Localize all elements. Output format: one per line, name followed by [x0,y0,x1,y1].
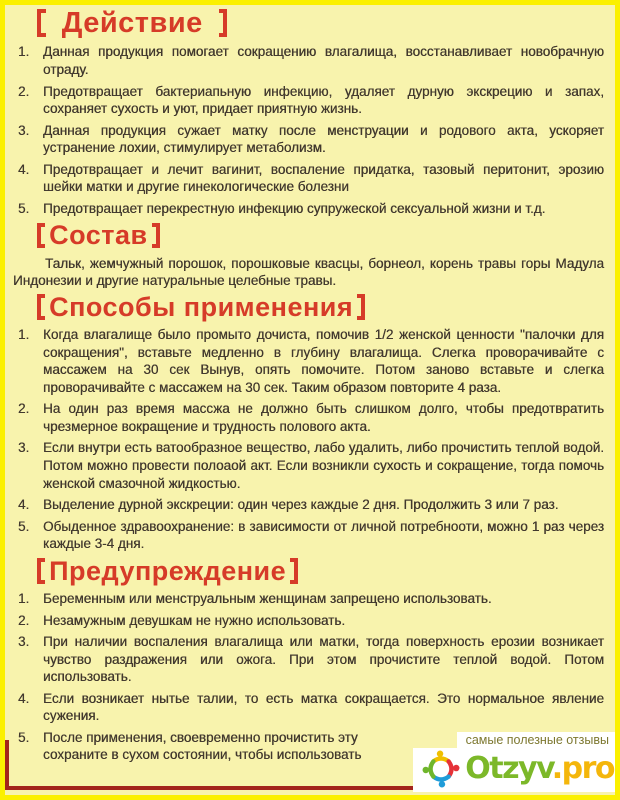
photo-edge-left [5,740,9,788]
list-item [13,439,604,492]
item-text: Обыденное здравоохранение: в зависимости от личной потребнооти, можно 1 раз через каждые 3-4 дня. [43,518,604,552]
section-action-title [37,8,604,38]
otzyv-people-logo-icon [420,749,462,789]
item-number: 3. [18,440,30,456]
bracket-open-icon [37,9,46,37]
section-composition [13,221,604,289]
list-item [13,43,604,78]
section-title-text: Предупреждение [49,555,287,586]
section-usage [13,293,604,553]
item-number: 2. [18,83,30,99]
bracket-open-icon [37,223,45,249]
section-composition-title [37,221,604,249]
item-text: Если возникает нытье талии, то есть матка сокращается. Это нормальное явление сужения. [43,690,604,724]
item-text: Когда влагалище было промыто дочиста, помочив 1/2 женской ценности "палочки для сокращения", вставьте медленно в глубину влагалища. Слегка проворачивайте с массажем на 30 сек Вынув, опять помочите. Потом заново вставьте и слегка проворачивайте с массажем на 30 сек. Таким образом повторите 4 раза. [43,327,604,395]
brand-green-part: Otzyv [465,751,552,786]
item-number: 4. [18,161,30,177]
item-text: Если внутри есть ватообразное вещество, лабо удалить, либо прочистить теплой водой. Потом можно провести полоаой акт. Если возникли сухость и сокращение, тогда помочь женской смазочной жидкостью. [43,440,604,491]
item-number: 1. [18,327,30,343]
item-text: На один раз время массжа не должно быть слишком долго, чтобы предотвратить чрезмерное вокращение и трудность полового акта. [43,401,604,434]
list-item [13,161,604,196]
bracket-close-icon [219,9,228,37]
watermark-brand-text [465,751,614,786]
item-text-line1: После применения, своевременно прочистить эту [43,729,358,745]
list-item [13,122,604,157]
item-text: При наличии воспаления влагалища или матки, тогда поверхность ерозии возникает чувство раздражения или ожога. При этом прочистите теплой водой. Потом использовать. [43,634,604,685]
list-item [13,612,604,630]
item-number: 3. [18,634,30,650]
item-number: 5. [18,200,30,216]
section-action [13,8,604,217]
item-text: Предотвращает и лечит вагинит, воспаление придатка, тазовый перитонит, эрозию шейки матки и другие гинекологические болезни [43,161,604,195]
watermark-tagline: самые полезные отзывы [457,732,615,748]
section-usage-title [37,293,604,321]
brand-yellow-part: .pro [551,751,614,786]
item-text: Данная продукция сужает матку после менструации и родового акта, ускоряет устранение лохии, стимулирует метаболизм. [43,122,604,156]
list-item [13,690,604,725]
action-list [13,43,604,217]
composition-paragraph: Тальк, жемчужный порошок, порошковые квасцы, борнеол, корень травы горы Мадула Индонезии и другие натуральные целебные травы. [13,255,604,289]
section-title-text: Состав [49,220,148,251]
list-item [13,200,604,218]
item-text: Беременным или менструальным женщинам запрещено использовать. [43,591,492,607]
bracket-close-icon [290,558,298,584]
item-number: 5. [18,518,30,534]
item-number: 1. [18,591,30,607]
item-text: Предотвращает бактериапьную инфекцию, удаляет дурную экскрецию и запах, сохраняет сухость и уют, придает приятную жизнь. [43,83,604,117]
list-item [13,83,604,118]
list-item [13,518,604,553]
section-warning-title [37,557,604,585]
item-text: Предотвращает перекрестную инфекцию супружеской сексуальной жизни и т.д. [43,200,546,216]
item-text: Выделение дурной экскреции: один через каждые 2 дня. Продолжить 3 или 7 раз. [43,497,559,513]
list-item [13,326,604,396]
item-number: 1. [18,44,30,60]
item-text-line2: сохраните в сухом состоянии, чтобы использовать [43,747,362,763]
section-title-text: Способы применения [49,291,354,322]
item-number: 4. [18,497,30,513]
list-item [13,590,604,608]
bracket-close-icon [152,223,160,249]
section-title-text: Действие [61,7,203,39]
list-item [13,496,604,514]
bracket-open-icon [37,294,45,320]
item-text: Данная продукция помогает сокращению влагалища, восстанавливает новобрачную отраду. [43,44,604,77]
usage-list [13,326,604,553]
item-number: 2. [18,401,30,417]
otzyv-watermark [413,732,615,792]
item-text: Незамужным девушкам не нужно использовать. [43,612,346,628]
bracket-open-icon [37,558,45,584]
item-number: 2. [18,612,30,628]
item-number: 5. [18,729,30,745]
list-item [13,633,604,686]
list-item [13,400,604,435]
item-number: 4. [18,690,30,706]
watermark-logo-row [413,748,615,792]
item-number: 3. [18,122,30,138]
bracket-close-icon [357,294,365,320]
